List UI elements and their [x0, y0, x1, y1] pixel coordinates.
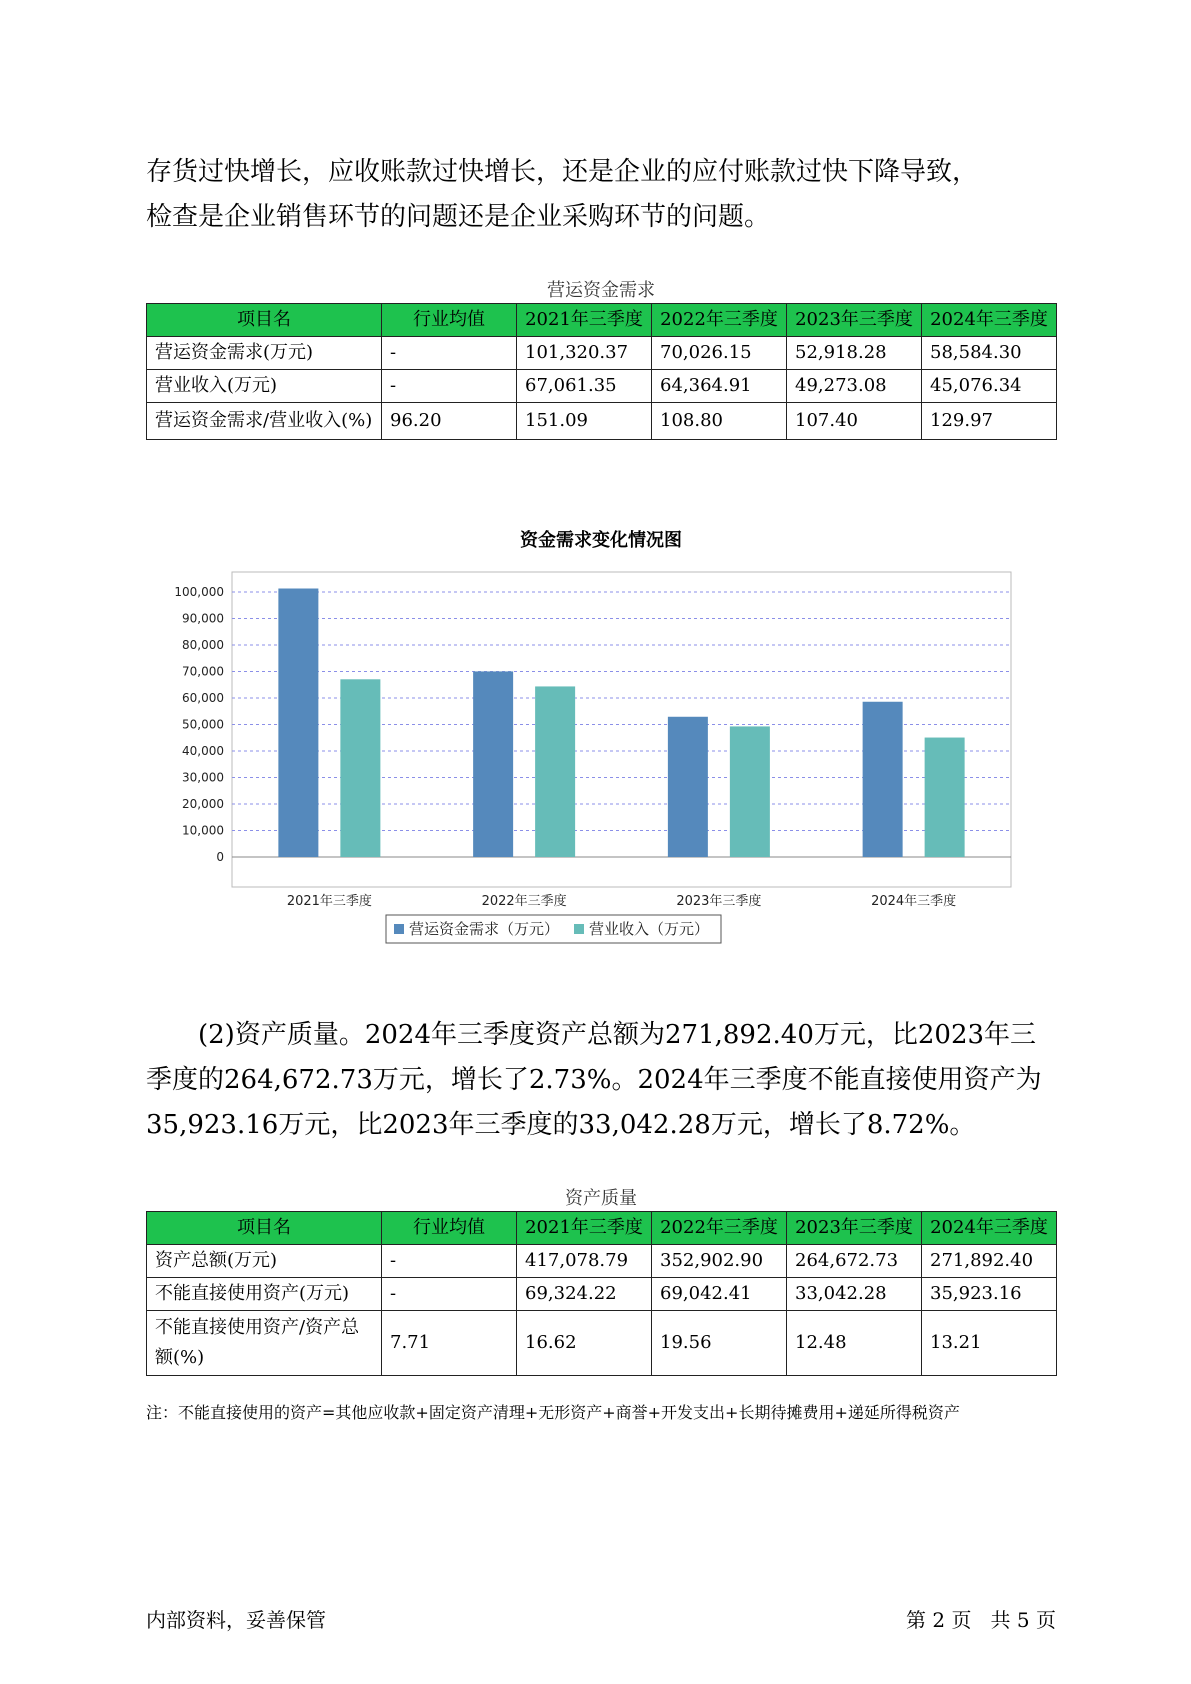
table-cell: 营业收入(万元): [147, 370, 382, 403]
intro-line-1: 存货过快增长，应收账款过快增长，还是企业的应付账款过快下降导致，: [146, 157, 979, 187]
x-tick-label: 2023年三季度: [676, 894, 762, 909]
footer-left: 内部资料，妥善保管: [146, 1608, 326, 1632]
table-cell: 33,042.28: [787, 1278, 922, 1311]
table-cell: -: [382, 337, 517, 370]
table-cell: 不能直接使用资产/资产总额(%): [147, 1311, 382, 1376]
table-cell: 52,918.28: [787, 337, 922, 370]
table-cell: 45,076.34: [922, 370, 1057, 403]
footnote: 注：不能直接使用的资产=其他应收款+固定资产清理+无形资产+商誉+开发支出+长期待摊费用+递延所得税资产: [146, 1403, 960, 1422]
section2-line-3: 35,923.16万元，比2023年三季度的33,042.28万元，增长了8.72%。: [146, 1110, 976, 1140]
y-tick-label: 100,000: [174, 585, 224, 599]
table-cell: 67,061.35: [517, 370, 652, 403]
legend-swatch: [394, 924, 404, 934]
table-row: [147, 1245, 1057, 1278]
table-cell: -: [382, 1278, 517, 1311]
table-cell: 417,078.79: [517, 1245, 652, 1278]
table-header-row: [147, 304, 1057, 337]
bar-working-capital: [473, 671, 513, 857]
table-cell: 129.97: [922, 403, 1057, 440]
x-tick-label: 2024年三季度: [871, 894, 957, 909]
working-capital-table: [146, 303, 1057, 440]
table-cell: 352,902.90: [652, 1245, 787, 1278]
table-cell: 不能直接使用资产(万元): [147, 1278, 382, 1311]
legend-swatch: [574, 924, 584, 934]
y-tick-label: 30,000: [182, 770, 224, 785]
table-cell: 108.80: [652, 403, 787, 440]
y-tick-label: 20,000: [182, 797, 224, 811]
section2-line-2: 季度的264,672.73万元，增长了2.73%。2024年三季度不能直接使用资产为: [146, 1065, 1042, 1095]
table-cell: 151.09: [517, 403, 652, 440]
table-cell: 69,042.41: [652, 1278, 787, 1311]
table-cell: 19.56: [652, 1311, 787, 1376]
table-cell: -: [382, 370, 517, 403]
table-row: [147, 1278, 1057, 1311]
table-row: [147, 337, 1057, 370]
table-row: [147, 403, 1057, 440]
column-header: 2023年三季度: [787, 304, 922, 337]
intro-line-2: 检查是企业销售环节的问题还是企业采购环节的问题。: [146, 202, 771, 232]
table-cell: 49,273.08: [787, 370, 922, 403]
column-header: 项目名: [147, 304, 382, 337]
table-cell: 营运资金需求/营业收入(%): [147, 403, 382, 440]
y-tick-label: 10,000: [182, 823, 224, 838]
x-tick-label: 2022年三季度: [481, 894, 567, 909]
table-cell: 101,320.37: [517, 337, 652, 370]
table-cell: 64,364.91: [652, 370, 787, 403]
page-number: 第 2 页 共 5 页: [906, 1608, 1056, 1632]
table-cell: 69,324.22: [517, 1278, 652, 1311]
x-tick-label: 2021年三季度: [286, 894, 372, 909]
column-header: 项目名: [147, 1212, 382, 1245]
bar-revenue: [340, 679, 380, 857]
table-header-row: [147, 1212, 1057, 1245]
asset-quality-paragraph: [146, 1013, 1066, 1148]
table-cell: 7.71: [382, 1311, 517, 1376]
table-cell: 35,923.16: [922, 1278, 1057, 1311]
table-cell: 12.48: [787, 1311, 922, 1376]
legend-label: 营业收入（万元）: [589, 920, 710, 938]
table-cell: 资产总额(万元): [147, 1245, 382, 1278]
table-cell: 13.21: [922, 1311, 1057, 1376]
y-tick-label: 0: [216, 850, 224, 864]
table-cell: 96.20: [382, 403, 517, 440]
chart-title: 资金需求变化情况图: [520, 530, 682, 551]
column-header: 2023年三季度: [787, 1212, 922, 1245]
asset-quality-table: [146, 1211, 1057, 1376]
table-cell: 16.62: [517, 1311, 652, 1376]
column-header: 2024年三季度: [922, 1212, 1057, 1245]
y-tick-label: 50,000: [182, 717, 224, 732]
legend-label: 营运资金需求（万元）: [409, 920, 560, 938]
bar-revenue: [730, 726, 770, 857]
y-tick-label: 90,000: [182, 611, 224, 626]
table-cell: -: [382, 1245, 517, 1278]
column-header: 2021年三季度: [517, 304, 652, 337]
column-header: 行业均值: [382, 1212, 517, 1245]
y-tick-label: 80,000: [182, 638, 224, 652]
intro-paragraph: [146, 150, 1066, 240]
bar-revenue: [925, 738, 965, 857]
table2-caption: 资产质量: [565, 1188, 637, 1209]
table-row: [147, 370, 1057, 403]
y-tick-label: 40,000: [182, 744, 224, 758]
y-tick-label: 60,000: [182, 691, 224, 705]
table1-caption: 营运资金需求: [547, 280, 655, 301]
bar-working-capital: [278, 589, 318, 857]
column-header: 2021年三季度: [517, 1212, 652, 1245]
table-cell: 271,892.40: [922, 1245, 1057, 1278]
table-cell: 264,672.73: [787, 1245, 922, 1278]
bar-working-capital: [863, 702, 903, 857]
table-row: [147, 1311, 1057, 1376]
bar-working-capital: [668, 717, 708, 857]
column-header: 2022年三季度: [652, 304, 787, 337]
column-header: 2022年三季度: [652, 1212, 787, 1245]
table-cell: 107.40: [787, 403, 922, 440]
y-tick-label: 70,000: [182, 664, 224, 679]
table-cell: 营运资金需求(万元): [147, 337, 382, 370]
table-cell: 70,026.15: [652, 337, 787, 370]
table-cell: 58,584.30: [922, 337, 1057, 370]
column-header: 2024年三季度: [922, 304, 1057, 337]
bar-revenue: [535, 686, 575, 857]
section2-line-1: (2)资产质量。2024年三季度资产总额为271,892.40万元，比2023年三: [198, 1020, 1037, 1050]
bar-chart: [146, 560, 1026, 970]
column-header: 行业均值: [382, 304, 517, 337]
